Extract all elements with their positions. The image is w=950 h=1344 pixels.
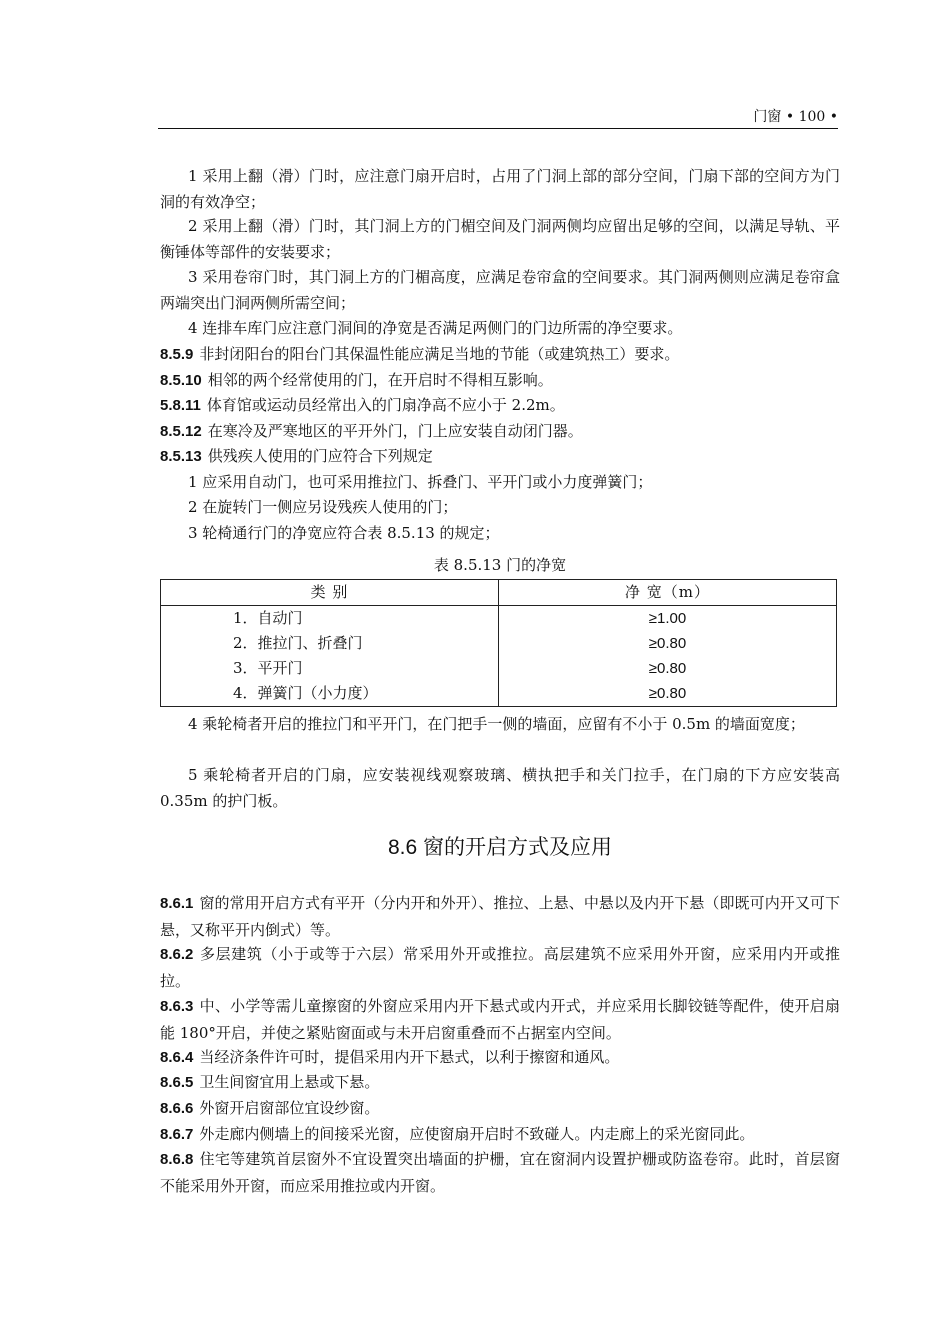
paragraph: 2 采用上翻（滑）门时，其门洞上方的门楣空间及门洞两侧均应留出足够的空间，以满足导轨、平衡锤体等部件的安装要求；	[160, 217, 840, 261]
clause-text: 在寒冷及严寒地区的平开外门，门上应安装自动闭门器。	[207, 422, 583, 440]
table-row	[161, 606, 837, 632]
table-cell-width: ≥0.80	[499, 631, 837, 656]
clause-number: 8.6.7	[160, 1126, 194, 1143]
clause	[160, 341, 840, 368]
table-row	[161, 631, 837, 656]
table-cell-width: ≥0.80	[499, 656, 837, 681]
clause-text: 体育馆或运动员经常出入的门扇净高不应小于 2.2m。	[206, 396, 565, 414]
clause	[160, 1121, 840, 1148]
clause-number: 8.5.13	[160, 448, 202, 465]
paragraph: 4 乘轮椅者开启的推拉门和平开门，在门把手一侧的墙面，应留有不小于 0.5m 的墙面宽度；	[188, 715, 805, 733]
table-cell-width: ≥0.80	[499, 681, 837, 707]
column-header-width: 净 宽（m）	[499, 580, 837, 606]
clause-number: 8.6.6	[160, 1100, 194, 1117]
clause	[160, 993, 840, 1046]
clause-number: 8.6.2	[160, 946, 194, 963]
clause-text: 外走廊内侧墙上的间接采光窗，应使窗扇开启时不致碰人。内走廊上的采光窗同此。	[199, 1125, 755, 1143]
paragraph: 3 采用卷帘门时，其门洞上方的门楣高度，应满足卷帘盒的空间要求。其门洞两侧则应满足卷帘盒两端突出门洞两侧所需空间；	[160, 268, 840, 312]
table-cell-category: 4．弹簧门（小力度）	[161, 681, 499, 707]
clause-text: 多层建筑（小于或等于六层）常采用外开或推拉。高层建筑不应采用外开窗，应采用内开或推拉。	[160, 945, 840, 990]
paragraph: 1 应采用自动门，也可采用推拉门、拆叠门、平开门或小力度弹簧门；	[188, 473, 653, 491]
clause-number: 8.5.10	[160, 372, 202, 389]
clause	[160, 418, 840, 445]
clause-text: 窗的常用开启方式有平开（分内开和外开）、推拉、上悬、中悬以及内开下悬（即既可内开又可下悬，又称平开内倒式）等。	[160, 894, 840, 939]
clause	[160, 1069, 840, 1096]
clause-text: 住宅等建筑首层窗外不宜设置突出墙面的护栅，宜在窗洞内设置护栅或防盗卷帘。此时，首层窗不能采用外开窗，而应采用推拉或内开窗。	[160, 1150, 840, 1195]
column-header-category: 类 别	[161, 580, 499, 606]
table-cell-width: ≥1.00	[499, 606, 837, 632]
page-header: 门窗 • 100 •	[753, 109, 838, 125]
table-row	[161, 656, 837, 681]
paragraph: 5 乘轮椅者开启的门扇，应安装视线观察玻璃、横执把手和关门拉手，在门扇的下方应安装高 0.35m 的护门板。	[160, 766, 840, 810]
clause-number: 8.6.1	[160, 895, 194, 912]
clause-number: 8.6.5	[160, 1074, 194, 1091]
section-title: 8.6 窗的开启方式及应用	[387, 836, 613, 859]
table-caption: 表 8.5.13 门的净宽	[433, 556, 567, 574]
clause-number: 8.6.3	[160, 998, 194, 1015]
clause	[160, 1146, 840, 1199]
clause-number: 8.6.8	[160, 1151, 194, 1168]
clause	[160, 392, 840, 419]
clause-number: 8.6.4	[160, 1049, 194, 1066]
clause-text: 供残疾人使用的门应符合下列规定	[207, 447, 433, 465]
paragraph: 2 在旋转门一侧应另设残疾人使用的门；	[188, 498, 458, 516]
table-cell-category: 2．推拉门、折叠门	[161, 631, 499, 656]
paragraph: 3 轮椅通行门的净宽应符合表 8.5.13 的规定；	[188, 524, 500, 542]
clause-text: 当经济条件许可时，提倡采用内开下悬式，以利于擦窗和通风。	[199, 1048, 620, 1066]
table-header-row	[161, 580, 837, 606]
table-cell-category: 3．平开门	[161, 656, 499, 681]
clause-text: 中、小学等需儿童擦窗的外窗应采用内开下悬式或内开式，并应采用长脚铰链等配件，使开启扇能 180°开启，并使之紧贴窗面或与未开启窗重叠而不占据室内空间。	[160, 997, 840, 1042]
clause	[160, 1044, 840, 1071]
clause	[160, 1095, 840, 1122]
clause-text: 非封闭阳台的阳台门其保温性能应满足当地的节能（或建筑热工）要求。	[199, 345, 680, 363]
clause-number: 8.5.12	[160, 423, 202, 440]
table-row	[161, 681, 837, 707]
clause	[160, 367, 840, 394]
table-cell-category: 1．自动门	[161, 606, 499, 632]
header-rule	[158, 128, 838, 129]
clause-text: 相邻的两个经常使用的门，在开启时不得相互影响。	[207, 371, 553, 389]
clause-text: 外窗开启窗部位宜设纱窗。	[199, 1099, 380, 1117]
clause-number: 8.5.9	[160, 346, 194, 363]
clause	[160, 941, 840, 994]
door-width-table	[160, 579, 837, 707]
paragraph: 4 连排车库门应注意门洞间的净宽是否满足两侧门的门边所需的净空要求。	[188, 319, 683, 337]
paragraph: 1 采用上翻（滑）门时，应注意门扇开启时，占用了门洞上部的部分空间，门扇下部的空间方为门洞的有效净空；	[160, 167, 840, 211]
clause	[160, 890, 840, 943]
clause-text: 卫生间窗宜用上悬或下悬。	[199, 1073, 380, 1091]
clause-number: 5.8.11	[160, 397, 201, 414]
clause	[160, 443, 840, 470]
